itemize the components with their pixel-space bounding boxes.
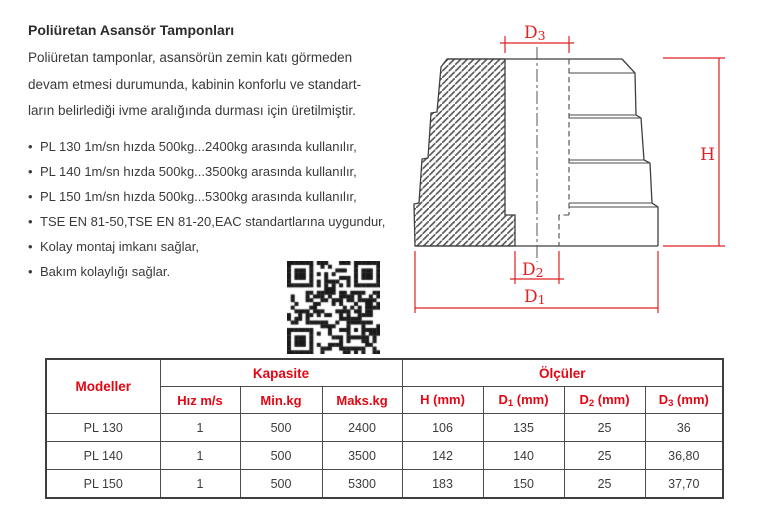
col-group-kapasite: Kapasite bbox=[160, 359, 402, 387]
page-title: Poliüretan Asansör Tamponları bbox=[28, 22, 235, 38]
hidden-bore-lines bbox=[559, 59, 569, 246]
col-header-h: H (mm) bbox=[402, 387, 483, 414]
cell-value: 500 bbox=[240, 470, 322, 499]
bullet-icon: • bbox=[28, 239, 33, 254]
cell-value: 3500 bbox=[322, 442, 402, 470]
bullet-icon: • bbox=[28, 139, 33, 154]
cell-value: 106 bbox=[402, 414, 483, 442]
bullet-icon: • bbox=[28, 189, 33, 204]
cell-value: 500 bbox=[240, 414, 322, 442]
dim-label-h: H bbox=[700, 145, 715, 165]
cell-value: 25 bbox=[564, 470, 645, 499]
cell-value: 140 bbox=[483, 442, 564, 470]
dim-label-d3: D3 bbox=[524, 23, 546, 43]
technical-drawing bbox=[400, 10, 757, 340]
list-item bbox=[28, 209, 385, 234]
qr-code-image bbox=[287, 261, 380, 354]
cell-model: PL 140 bbox=[46, 442, 160, 470]
cell-value: 135 bbox=[483, 414, 564, 442]
list-item bbox=[28, 134, 385, 159]
list-item bbox=[28, 159, 385, 184]
cell-value: 37,70 bbox=[645, 470, 723, 499]
cell-value: 1 bbox=[160, 470, 240, 499]
list-item-text: PL 140 1m/sn hızda 500kg...3500kg arasında kullanılır, bbox=[40, 164, 357, 179]
buffer-outline-right bbox=[622, 59, 658, 246]
cell-value: 25 bbox=[564, 414, 645, 442]
buffer-section-hatched bbox=[414, 59, 515, 246]
qr-code bbox=[287, 261, 380, 354]
cell-value: 150 bbox=[483, 470, 564, 499]
list-item bbox=[28, 184, 385, 209]
paragraph-line: Poliüretan tamponlar, asansörün zemin katı görmeden bbox=[28, 50, 353, 65]
col-header-d2: $D_2$ (mm) bbox=[564, 387, 645, 414]
list-item-text: PL 130 1m/sn hızda 500kg...2400kg arasında kullanılır, bbox=[40, 139, 357, 154]
spec-table bbox=[45, 358, 724, 499]
paragraph-line: ların belirlediği ivme aralığında durması için üretilmiştir. bbox=[28, 103, 356, 118]
col-header-d3: $D_3$ (mm) bbox=[645, 387, 723, 414]
col-header-hiz: Hız m/s bbox=[160, 387, 240, 414]
cell-model: PL 150 bbox=[46, 470, 160, 499]
list-item-text: Bakım kolaylığı sağlar. bbox=[40, 264, 171, 279]
table-row bbox=[46, 442, 723, 470]
cell-value: 183 bbox=[402, 470, 483, 499]
table-row bbox=[46, 470, 723, 499]
cell-value: 1 bbox=[160, 414, 240, 442]
list-item-text: Kolay montaj imkanı sağlar, bbox=[40, 239, 199, 254]
col-header-d1: $D_1$ (mm) bbox=[483, 387, 564, 414]
bullet-icon: • bbox=[28, 164, 33, 179]
col-header-maks: Maks.kg bbox=[322, 387, 402, 414]
dim-label-d2: D2 bbox=[522, 260, 544, 280]
buffer-step-lines bbox=[569, 73, 658, 207]
bullet-icon: • bbox=[28, 264, 33, 279]
cell-value: 142 bbox=[402, 442, 483, 470]
cell-value: 36,80 bbox=[645, 442, 723, 470]
cell-model: PL 130 bbox=[46, 414, 160, 442]
dim-label-d1: D1 bbox=[524, 287, 546, 307]
table-row bbox=[46, 414, 723, 442]
dimension-labels bbox=[522, 23, 715, 307]
cell-value: 36 bbox=[645, 414, 723, 442]
intro-paragraph bbox=[28, 45, 361, 125]
cell-value: 5300 bbox=[322, 470, 402, 499]
col-header-min: Min.kg bbox=[240, 387, 322, 414]
list-item-text: TSE EN 81-50,TSE EN 81-20,EAC standartlarına uygundur, bbox=[40, 214, 386, 229]
col-group-olculer: Ölçüler bbox=[402, 359, 723, 387]
cell-value: 25 bbox=[564, 442, 645, 470]
col-header-modeller: Modeller bbox=[46, 359, 160, 414]
cell-value: 2400 bbox=[322, 414, 402, 442]
list-item bbox=[28, 234, 385, 259]
bullet-icon: • bbox=[28, 214, 33, 229]
list-item-text: PL 150 1m/sn hızda 500kg...5300kg arasında kullanılır, bbox=[40, 189, 357, 204]
cell-value: 500 bbox=[240, 442, 322, 470]
paragraph-line: devam etmesi durumunda, kabinin konforlu ve standart- bbox=[28, 76, 362, 92]
cell-value: 1 bbox=[160, 442, 240, 470]
